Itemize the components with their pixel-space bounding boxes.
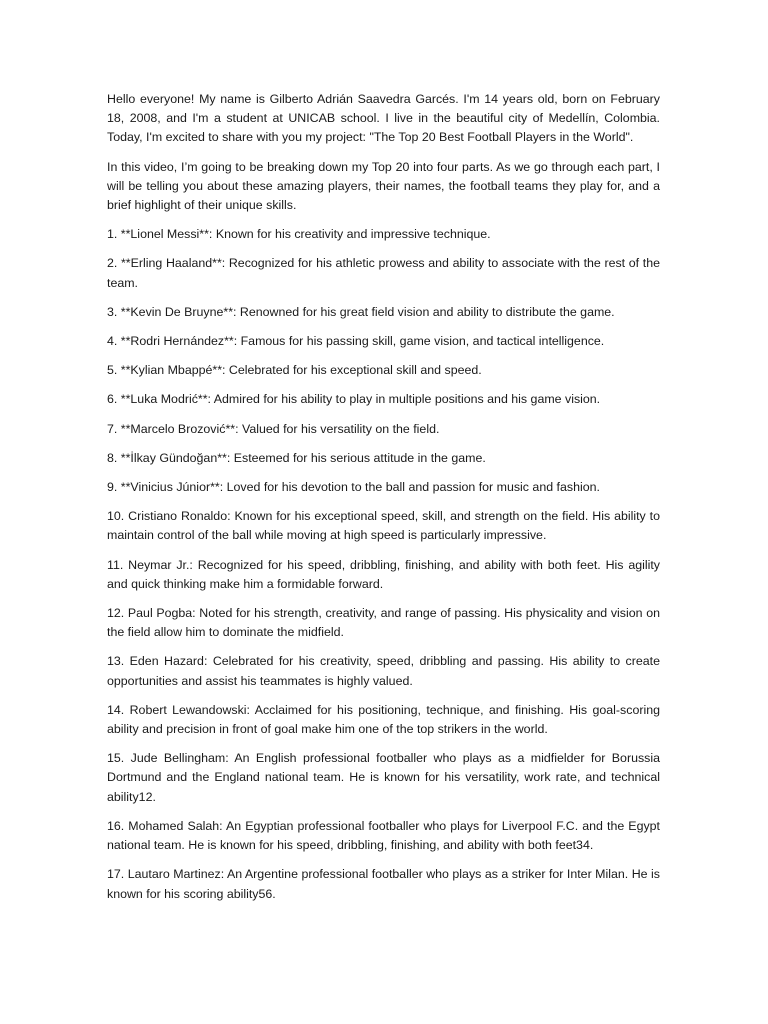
list-item: 6. **Luka Modrić**: Admired for his ability to play in multiple positions and his game vision. [107,392,601,407]
list-item: 12. Paul Pogba: Noted for his strength, creativity, and range of passing. His physicality and vision on the field allow him to dominate the midfield. [107,606,660,640]
list-item: 10. Cristiano Ronaldo: Known for his exceptional speed, skill, and strength on the field. His ability to maintain control of the ball while moving at high speed is particularly impressive. [107,509,660,543]
overview-paragraph: In this video, I’m going to be breaking down my Top 20 into four parts. As we go through each part, I will be telling you about these amazing players, their names, the football teams they play for, and a brief highlight of their unique skills. [107,159,660,213]
list-item: 17. Lautaro Martinez: An Argentine professional footballer who plays as a striker for Inter Milan. He is known for his scoring ability56. [107,867,660,901]
list-item: 5. **Kylian Mbappé**: Celebrated for his exceptional skill and speed. [107,363,482,378]
document-page [107,90,660,914]
list-item: 16. Mohamed Salah: An Egyptian professional footballer who plays for Liverpool F.C. and the Egypt national team. He is known for his speed, dribbling, finishing, and ability with both feet34. [107,818,660,853]
list-item: 15. Jude Bellingham: An English professional footballer who plays as a midfielder for Borussia Dortmund and the England national team. He is known for his versatility, work rate, and technical ability12. [107,751,660,804]
list-item: 13. Eden Hazard: Celebrated for his creativity, speed, dribbling and passing. His ability to create opportunities and assist his teammates is highly valued. [107,654,660,688]
list-item: 8. **İlkay Gündoğan**: Esteemed for his serious attitude in the game. [107,450,486,465]
intro-paragraph: Hello everyone! My name is Gilberto Adrián Saavedra Garcés. I'm 14 years old, born on February 18, 2008, and I'm a student at UNICAB school. I live in the beautiful city of Medellín, Colombia. Today, I'm excited to share with you my project: "The Top 20 Best Football Players in the World". [107,92,660,145]
list-item: 4. **Rodri Hernández**: Famous for his passing skill, game vision, and tactical intelligence. [107,334,605,349]
list-item: 14. Robert Lewandowski: Acclaimed for his positioning, technique, and finishing. His goal-scoring ability and precision in front of goal make him one of the top strikers in the world. [107,702,660,737]
list-item: 9. **Vinicius Júnior**: Loved for his devotion to the ball and passion for music and fashion. [107,480,600,495]
list-item: 11. Neymar Jr.: Recognized for his speed, dribbling, finishing, and ability with both feet. His agility and quick thinking make him a formidable forward. [107,557,660,591]
list-item: 3. **Kevin De Bruyne**: Renowned for his great field vision and ability to distribute the game. [107,304,615,319]
list-item: 1. **Lionel Messi**: Known for his creativity and impressive technique. [107,227,491,242]
list-item: 2. **Erling Haaland**: Recognized for his athletic prowess and ability to associate with the rest of the team. [107,256,660,290]
list-item: 7. **Marcelo Brozović**: Valued for his versatility on the field. [107,421,440,436]
